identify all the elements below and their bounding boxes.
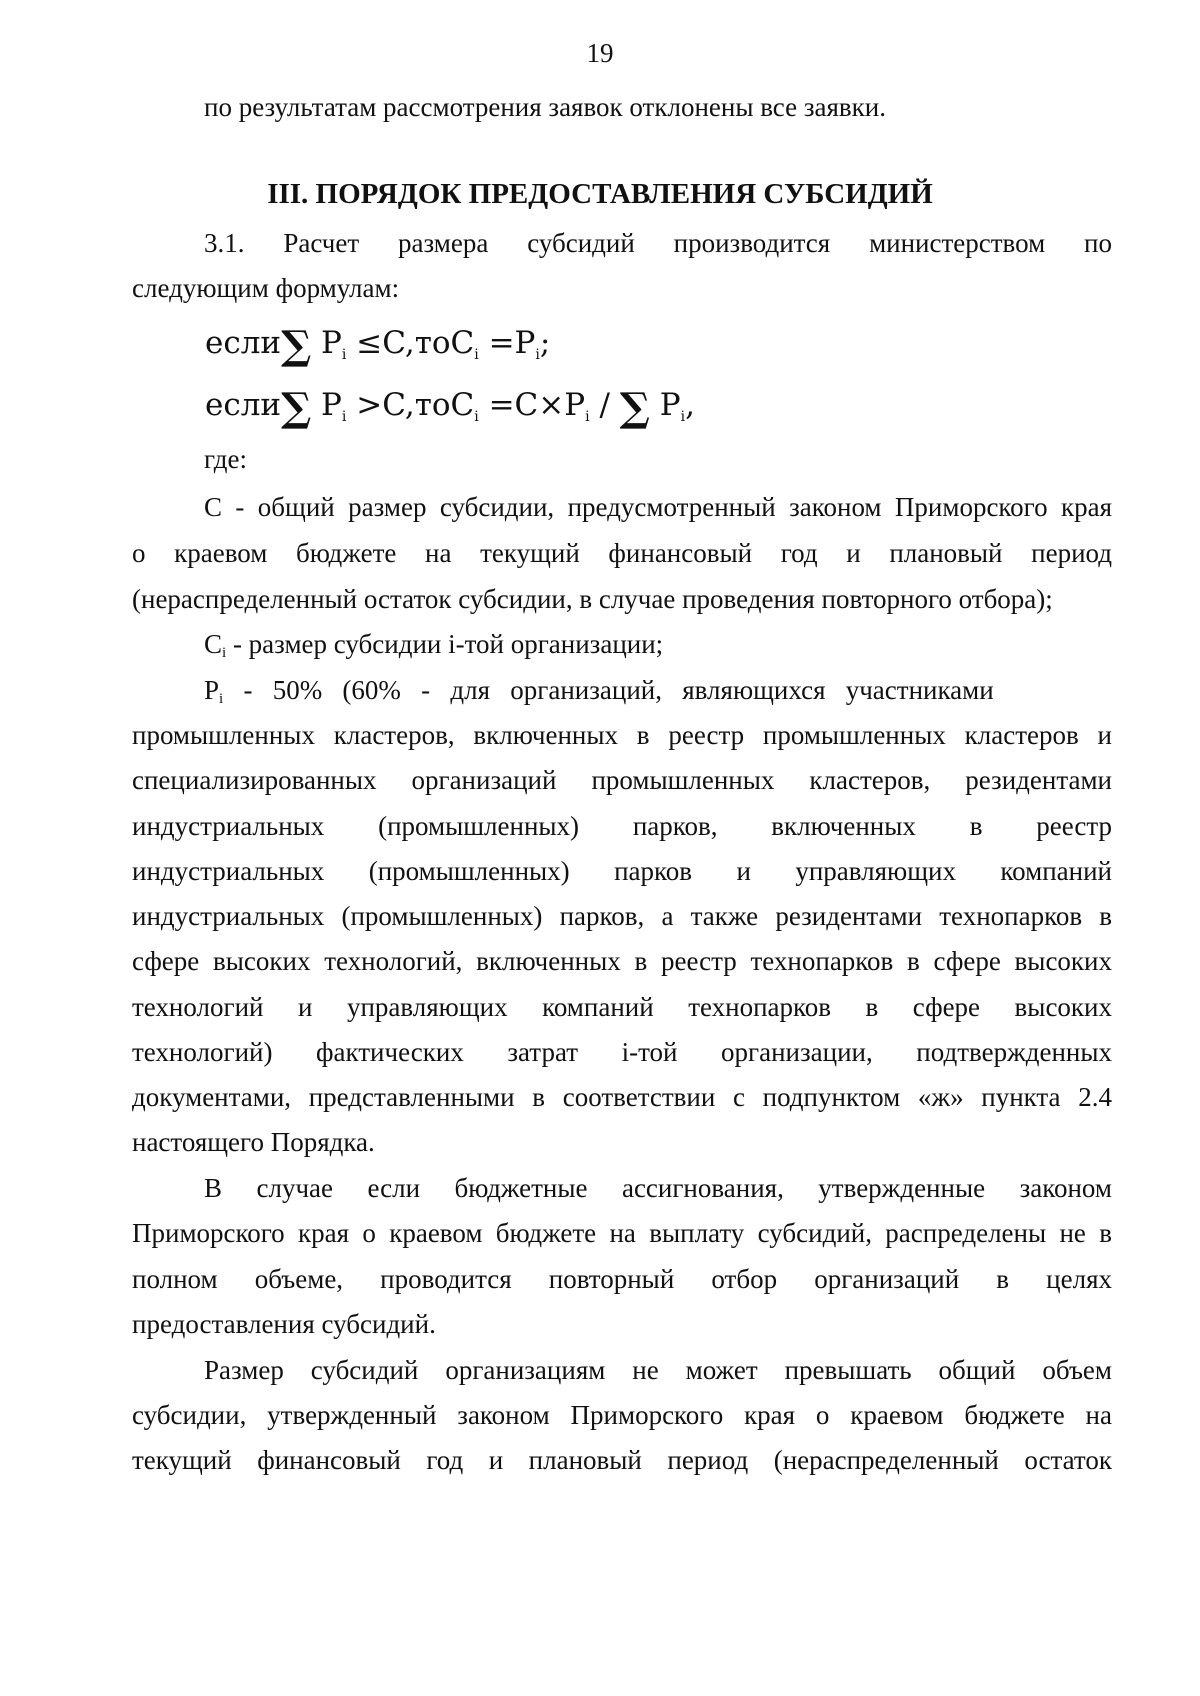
def-pi-line: специализированных организаций промышленных кластеров, резидентами <box>132 765 1112 795</box>
page-number: 19 <box>586 38 614 68</box>
formula-2-sub-i-2: i <box>474 409 479 425</box>
para-limit-line: Размер субсидий организациям не может превышать общий объем <box>204 1355 1112 1385</box>
def-c-line2: о краевом бюджете на текущий финансовый год и плановый период <box>132 538 1112 568</box>
formula-2 <box>205 380 695 439</box>
def-pi-sub: i <box>219 691 224 707</box>
def-pi-line1 <box>204 673 1112 716</box>
sum-symbol: ∑ <box>619 384 650 431</box>
para-3-1-line1: 3.1. Расчет размера субсидий производится министерством по <box>204 228 1112 258</box>
def-pi-letter: P <box>204 675 220 705</box>
formula-2-end: , <box>685 387 695 423</box>
formula-2-eq: =C×P <box>488 387 586 423</box>
para-limit-line: текущий финансовый год и плановый период (нераспределенный остаток <box>132 1445 1112 1475</box>
para-case-line: В случае если бюджетные ассигнования, утвержденные законом <box>204 1173 1112 1203</box>
sum-symbol: ∑ <box>281 322 312 369</box>
def-pi-line: документами, представленными в соответствии с подпунктом «ж» пункта 2.4 <box>132 1082 1112 1112</box>
para-case-line: полном объеме, проводится повторный отбор организаций в целях <box>132 1264 1112 1294</box>
formula-1-sub-i: i <box>341 347 347 363</box>
section-title: III. ПОРЯДОК ПРЕДОСТАВЛЕНИЯ СУБСИДИЙ <box>267 178 933 210</box>
where-label: где: <box>204 444 247 474</box>
def-pi-line: индустриальных (промышленных) парков, включенных в реестр <box>132 811 1112 841</box>
para-case-last: предоставления субсидий. <box>132 1309 436 1339</box>
def-pi-line: индустриальных (промышленных) парков, а также резидентами технопарков в <box>132 901 1112 931</box>
def-pi-line: сфере высоких технологий, включенных в реестр технопарков в сфере высоких <box>132 946 1112 976</box>
def-pi-line: технологий) фактических затрат i-той организации, подтвержденных <box>132 1037 1112 1067</box>
formula-2-p-2: P <box>659 387 681 423</box>
def-ci <box>204 627 1112 670</box>
def-pi-line: индустриальных (промышленных) парков и управляющих компаний <box>132 856 1112 886</box>
formula-1-eq: =P <box>488 325 536 361</box>
formula-2-sub-i-4: i <box>680 409 686 425</box>
para-case-line: Приморского края о краевом бюджете на выплату субсидий, распределены не в <box>132 1218 1112 1248</box>
formula-1-sub-i-2: i <box>474 347 479 363</box>
para-limit-line: субсидии, утвержденный законом Приморского края о краевом бюджете на <box>132 1400 1112 1430</box>
formula-2-op: >C,тоC <box>356 387 475 423</box>
def-pi-line: промышленных кластеров, включенных в реестр промышленных кластеров и <box>132 720 1112 750</box>
intro-line: по результатам рассмотрения заявок отклонены все заявки. <box>204 92 886 122</box>
formula-2-p: P <box>321 387 342 423</box>
def-pi-line1-rest: - 50% (60% - для организаций, являющихся участниками <box>223 675 994 705</box>
formula-2-sub-i: i <box>341 409 347 425</box>
sum-symbol: ∑ <box>281 384 312 431</box>
def-pi-line: технологий и управляющих компаний технопарков в сфере высоких <box>132 992 1112 1022</box>
def-pi-last: настоящего Порядка. <box>132 1127 375 1157</box>
formula-1-sub-i-3: i <box>535 347 540 363</box>
def-ci-text: - размер субсидии i-той организации; <box>226 629 664 659</box>
formula-1-prefix: если <box>205 325 282 361</box>
def-c-line1: С - общий размер субсидии, предусмотренный законом Приморского края <box>204 492 1112 522</box>
def-ci-letter: С <box>204 629 223 659</box>
formula-2-div: / <box>599 387 610 423</box>
para-3-1-line2: следующим формулам: <box>132 273 400 303</box>
formula-1-p: P <box>321 325 342 361</box>
formula-2-sub-i-3: i <box>585 409 590 425</box>
formula-1-end: ; <box>539 325 551 361</box>
def-ci-sub: i <box>222 645 227 661</box>
formula-1-op: ≤C,тоC <box>356 325 475 361</box>
formula-1 <box>205 318 550 377</box>
def-c-line3: (нераспределенный остаток субсидии, в случае проведения повторного отбора); <box>132 584 1053 614</box>
formula-2-prefix: если <box>205 387 282 423</box>
